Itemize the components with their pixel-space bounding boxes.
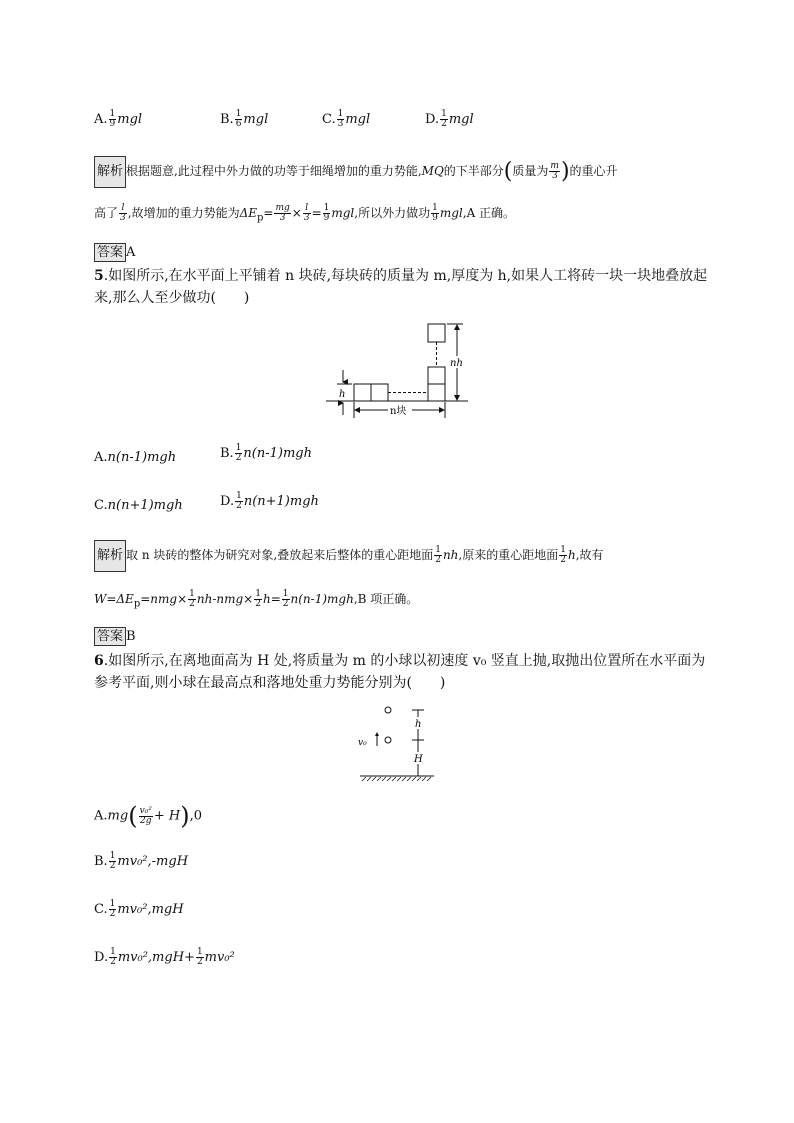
q5-option-c[interactable]: C.n(n+1)mgh	[94, 498, 183, 513]
q5-option-b[interactable]: B. $\frac{1}{2}$ n(n-1)mgh	[220, 443, 312, 463]
q4-option-d[interactable]: D. $\frac{1}{2}$ mgl	[425, 109, 474, 129]
q6-option-a[interactable]: A.mg( $\frac{\text{v₀²}}{2g}$ + H),0	[94, 802, 203, 830]
answer-tag: 答案	[94, 627, 126, 646]
fraction: $\frac{1}{6}$	[235, 109, 242, 129]
question-number: 5	[94, 268, 104, 284]
q4-analysis-line2: 高了 $\frac{l}{3}$ ,故增加的重力势能为$\Delta E_p=$ $\frac{mg}{3}$ × $\frac{l}{3}$ = $\frac{1}{9}$ mgl,所以外力做功 $\frac{1}{9}$ mgl,A 正确。	[94, 203, 516, 224]
q5-answer	[94, 627, 136, 646]
option-letter: A.	[94, 112, 108, 127]
q4-option-b[interactable]: B. $\frac{1}{6}$ mgl	[220, 109, 269, 129]
q5-analysis-line1: 解析 取 n 块砖的整体为研究对象,叠放起来后整体的重心距地面 $\frac{1}{2}$ nh,原来的重心距地面 $\frac{1}{2}$ h,故有	[94, 540, 604, 572]
analysis-tag: 解析	[94, 156, 126, 188]
H-label: H	[414, 754, 423, 765]
question-number: 6	[94, 653, 104, 669]
ball-top	[385, 707, 391, 713]
answer-value: A	[126, 245, 136, 260]
q5-stem: 5.如图所示,在水平面上平铺着 n 块砖,每块砖的质量为 m,厚度为 h,如果人工将砖一块一块地叠放起 来,那么人至少做功( )	[94, 268, 708, 306]
brick	[428, 324, 445, 342]
q6-stem: 6.如图所示,在离地面高为 H 处,将质量为 m 的小球以初速度 v₀ 竖直上抛,取抛出位置所在水平面为 参考平面,则小球在最高点和落地处重力势能分别为( )	[94, 653, 706, 691]
q4-analysis-line1: 解析 根据题意,此过程中外力做的功等于细绳增加的重力势能,MQ的下半部分(质量为 $\frac{m}{3}$ )的重心升	[94, 156, 618, 188]
brick	[371, 384, 388, 401]
q6-option-d[interactable]: D. $\frac{1}{2}$ mv₀²,mgH+ $\frac{1}{2}$ mv₀²	[94, 947, 235, 967]
ground-hatching	[362, 777, 431, 781]
q4-option-c[interactable]: C. $\frac{1}{3}$ mgl	[322, 109, 371, 129]
h-label: h	[339, 389, 346, 400]
q4-option-a[interactable]: A. $\frac{1}{9}$ mgl	[94, 109, 143, 129]
q5-option-d[interactable]: D. $\frac{1}{2}$ n(n+1)mgh	[220, 491, 319, 511]
ball-figure	[354, 700, 438, 786]
q5-option-a[interactable]: A.n(n-1)mgh	[94, 450, 177, 465]
answer-tag: 答案	[94, 243, 126, 262]
q6-option-b[interactable]: B. $\frac{1}{2}$ mv₀²,-mgH	[94, 851, 189, 871]
bricks-figure	[320, 318, 480, 422]
answer-value: B	[126, 629, 136, 644]
brick	[428, 384, 445, 401]
h-label: h	[415, 719, 422, 730]
fraction: $\frac{1}{9}$	[109, 109, 116, 129]
n-label: n块	[390, 406, 407, 417]
brick	[354, 384, 371, 401]
nh-label: nh	[450, 358, 463, 369]
q5-analysis-line2: $W=\Delta E_p=nmg\times$ $\frac{1}{2}$ nh-nmg× $\frac{1}{2}$ h= $\frac{1}{2}$ n(n-1)mgh,B 项正确。	[94, 589, 419, 610]
analysis-tag: 解析	[94, 540, 126, 572]
q6-option-c[interactable]: C. $\frac{1}{2}$ mv₀²,mgH	[94, 899, 184, 919]
brick	[428, 367, 445, 384]
fraction: $\frac{1}{3}$	[337, 109, 344, 129]
v0-label: v₀	[358, 738, 367, 748]
fraction: $\frac{1}{2}$	[441, 109, 447, 129]
q4-answer	[94, 243, 135, 262]
ball-start	[385, 737, 391, 743]
